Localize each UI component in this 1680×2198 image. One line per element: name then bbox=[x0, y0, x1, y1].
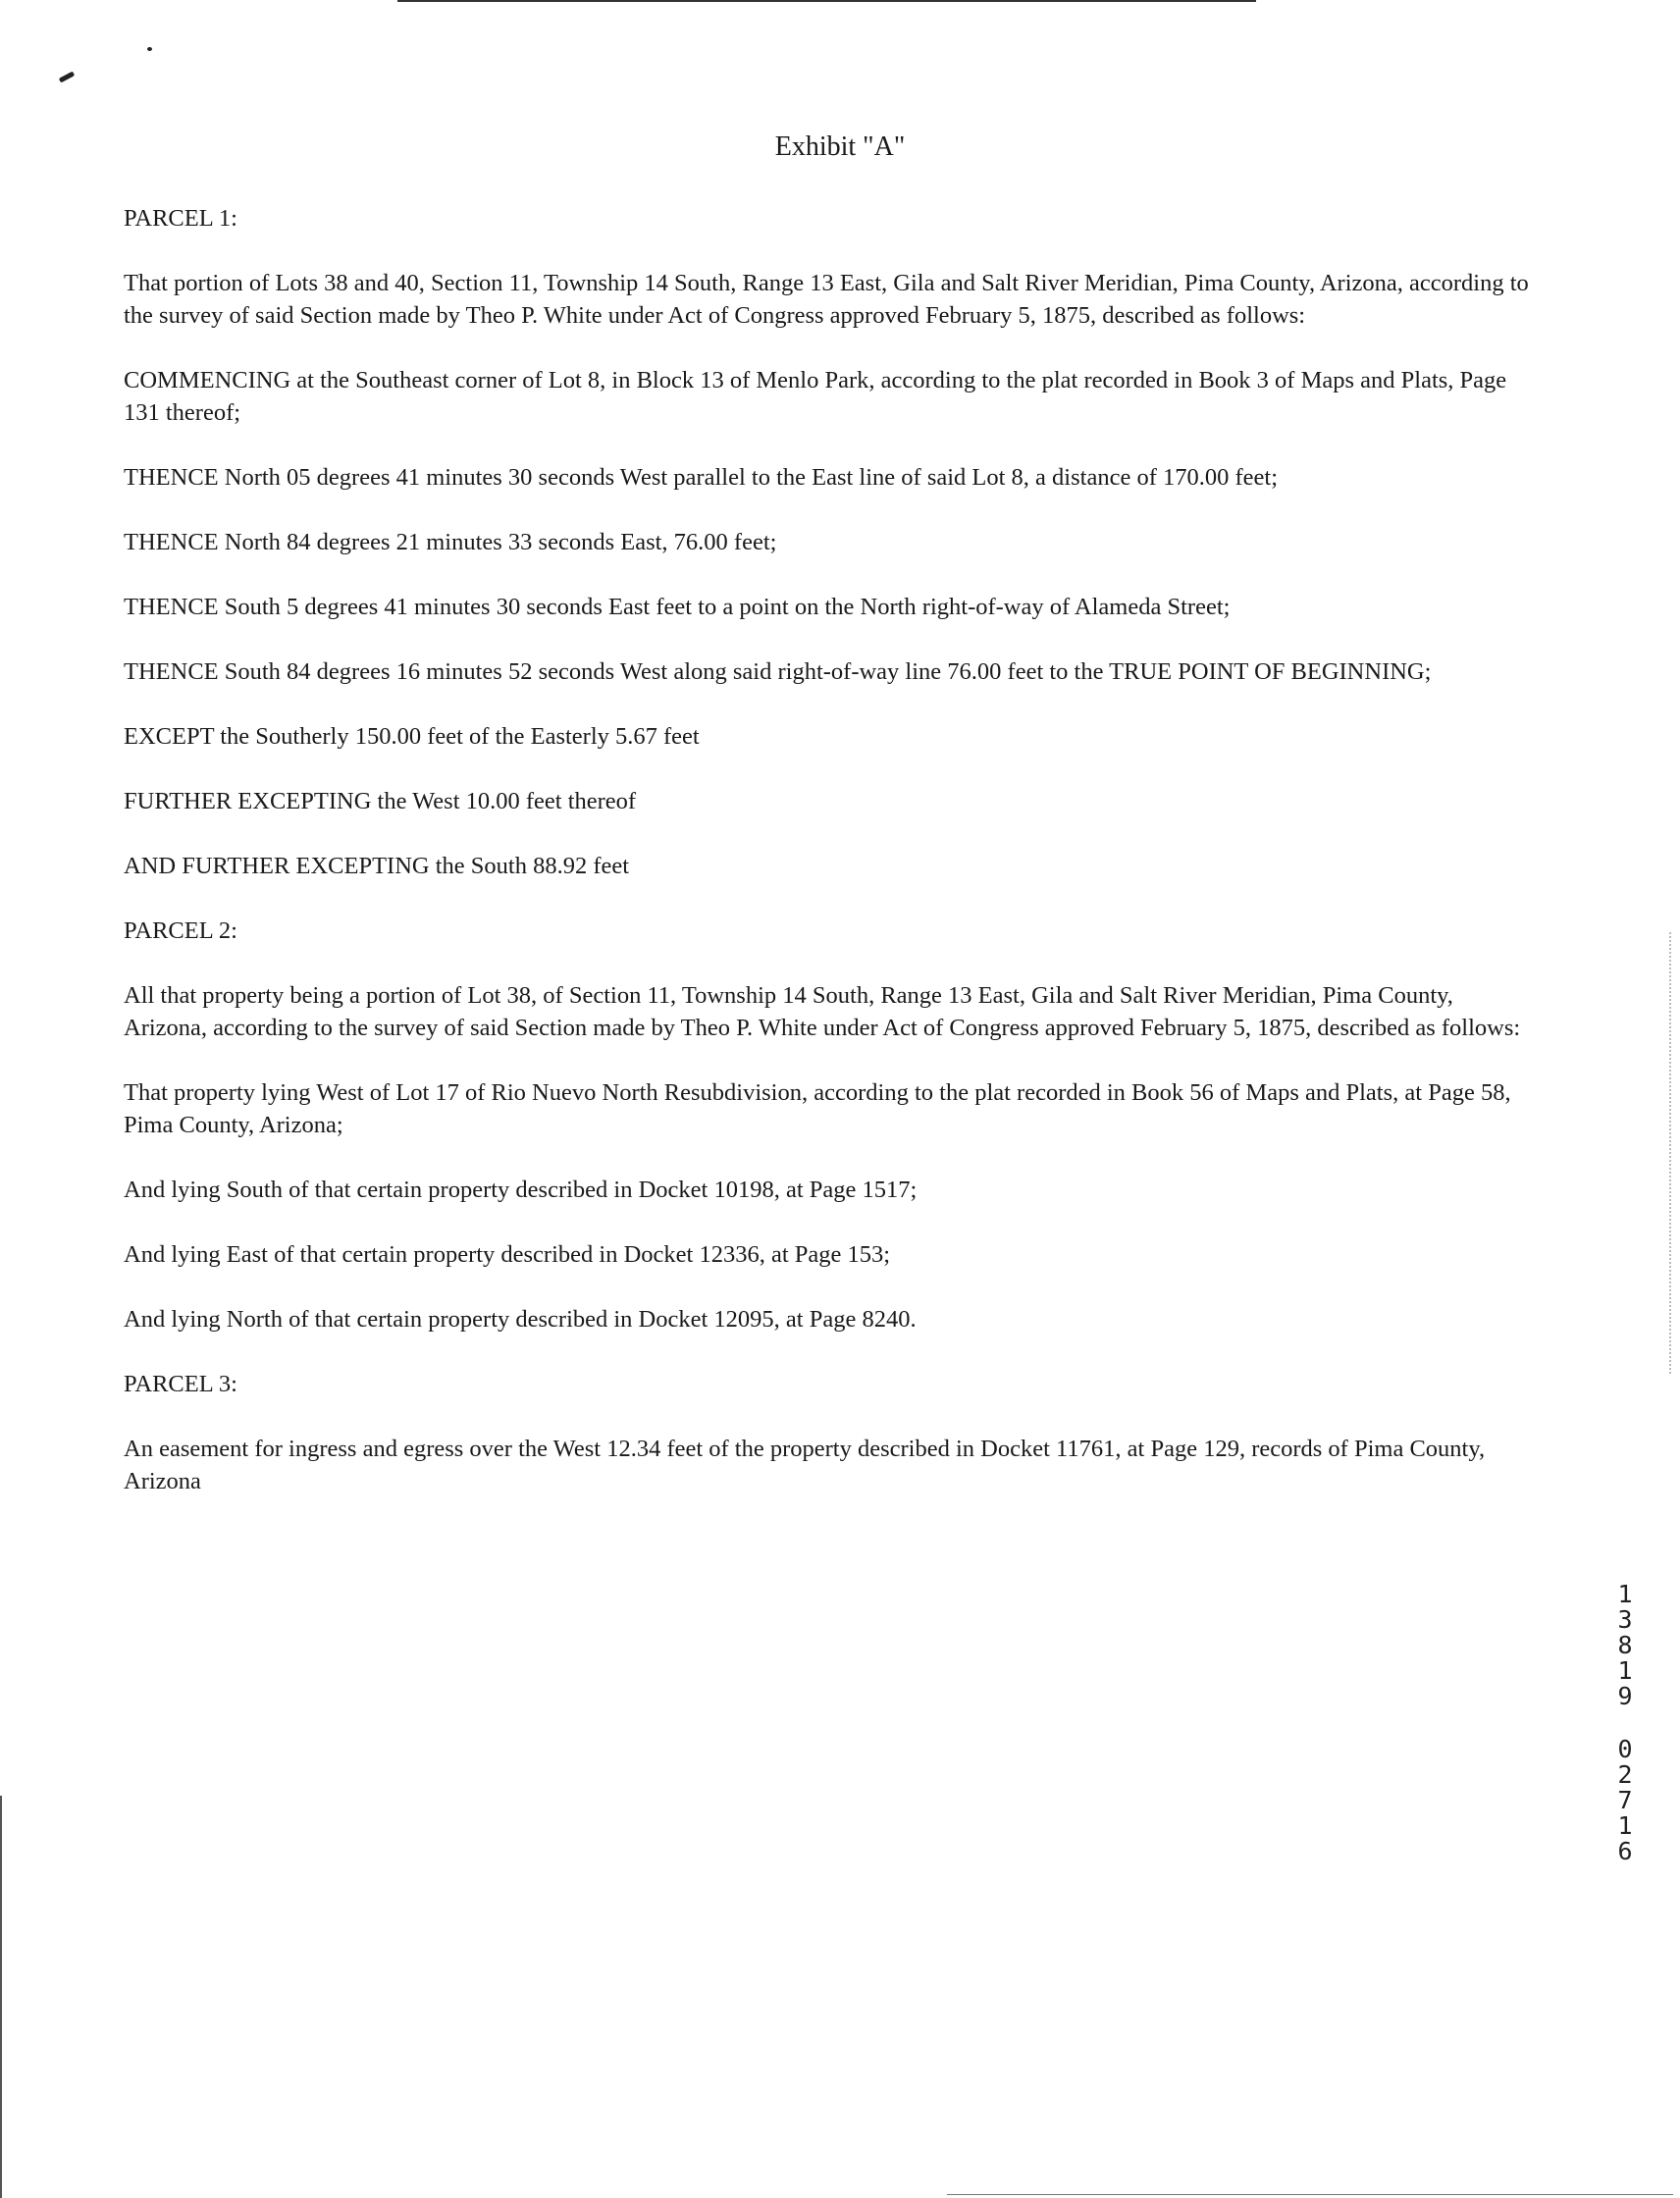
document-title: Exhibit "A" bbox=[774, 131, 906, 162]
document-body bbox=[124, 202, 1537, 1530]
parcel-1-description: That portion of Lots 38 and 40, Section 11, Township 14 South, Range 13 East, Gila and Salt River Meridian, Pima County, Arizona, according to the survey of said Section made by Theo P. White under Act of Congress approved February 5, 1875, described as follows: bbox=[124, 270, 1529, 329]
lying-south-clause: And lying South of that certain property described in Docket 10198, at Page 1517; bbox=[124, 1177, 918, 1203]
scan-edge-left bbox=[0, 1796, 2, 2198]
commencing-clause: COMMENCING at the Southeast corner of Lot 8, in Block 13 of Menlo Park, according to the plat recorded in Book 3 of Maps and Plats, Page 131 thereof; bbox=[124, 367, 1507, 426]
stamp-digit: 1 bbox=[1617, 1580, 1633, 1608]
scan-speck bbox=[59, 72, 75, 83]
lying-north-clause: And lying North of that certain property described in Docket 12095, at Page 8240. bbox=[124, 1306, 917, 1333]
scan-speck bbox=[147, 47, 152, 51]
stamp-digit: 8 bbox=[1617, 1631, 1633, 1659]
stamp-digit: 3 bbox=[1617, 1605, 1633, 1634]
parcel-3-heading: PARCEL 3: bbox=[124, 1371, 237, 1397]
thence-clause-1: THENCE North 05 degrees 41 minutes 30 seconds West parallel to the East line of said Lot 8, a distance of 170.00 feet; bbox=[124, 464, 1279, 491]
except-clause-3: AND FURTHER EXCEPTING the South 88.92 feet bbox=[124, 853, 630, 879]
parcel-2-description: All that property being a portion of Lot 38, of Section 11, Township 14 South, Range 13 East, Gila and Salt River Meridian, Pima County, Arizona, according to the survey of said Section made by Theo P. White under Act of Congress approved February 5, 1875, described as follows: bbox=[124, 982, 1521, 1041]
stamp-digit: 2 bbox=[1617, 1760, 1633, 1789]
recording-stamp bbox=[1605, 1582, 1645, 1864]
lying-east-clause: And lying East of that certain property described in Docket 12336, at Page 153; bbox=[124, 1241, 891, 1268]
stamp-digit: 9 bbox=[1617, 1682, 1633, 1710]
thence-clause-2: THENCE North 84 degrees 21 minutes 33 seconds East, 76.00 feet; bbox=[124, 529, 777, 555]
stamp-digit: 6 bbox=[1617, 1837, 1633, 1865]
parcel-3-description: An easement for ingress and egress over the West 12.34 feet of the property described in Docket 11761, at Page 129, records of Pima County, Arizona bbox=[124, 1436, 1486, 1494]
stamp-digit: 0 bbox=[1617, 1735, 1633, 1763]
except-clause-2: FURTHER EXCEPTING the West 10.00 feet thereof bbox=[124, 788, 637, 814]
scan-edge-top bbox=[397, 0, 1256, 2]
thence-clause-4: THENCE South 84 degrees 16 minutes 52 seconds West along said right-of-way line 76.00 feet to the TRUE POINT OF BEGINNING; bbox=[124, 658, 1432, 685]
stamp-digit: 1 bbox=[1617, 1656, 1633, 1685]
stamp-digit: 1 bbox=[1617, 1811, 1633, 1840]
except-clause-1: EXCEPT the Southerly 150.00 feet of the Easterly 5.67 feet bbox=[124, 723, 700, 750]
parcel-2-heading: PARCEL 2: bbox=[124, 917, 237, 944]
lying-west-clause: That property lying West of Lot 17 of Rio Nuevo North Resubdivision, according to the plat recorded in Book 56 of Maps and Plats, at Page 58, Pima County, Arizona; bbox=[124, 1079, 1511, 1138]
scan-edge-right bbox=[1669, 932, 1671, 1374]
thence-clause-3: THENCE South 5 degrees 41 minutes 30 seconds East feet to a point on the North right-of-way of Alameda Street; bbox=[124, 594, 1231, 620]
stamp-digit: 7 bbox=[1617, 1786, 1633, 1814]
scan-edge-bottom bbox=[947, 2194, 1673, 2195]
parcel-1-heading: PARCEL 1: bbox=[124, 205, 237, 232]
